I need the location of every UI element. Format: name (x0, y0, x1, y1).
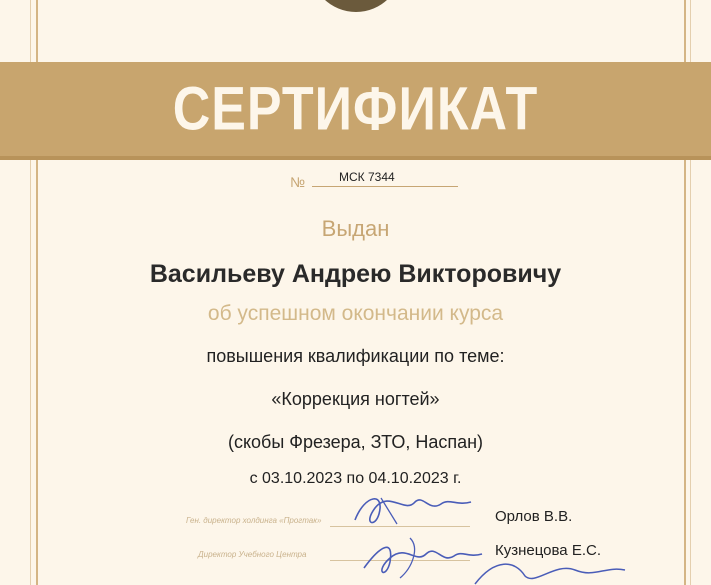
title-band-edge (0, 156, 711, 160)
emblem-top (310, 0, 402, 12)
signatory-role-2: Директор Учебного Центра (198, 550, 307, 559)
certificate-number: МСК 7344 (339, 170, 395, 184)
course-details: (скобы Фрезера, ЗТО, Наспан) (227, 432, 484, 452)
number-underline (312, 186, 458, 187)
signatory-name-2: Кузнецова Е.С. (495, 542, 601, 559)
signatory-role-1: Ген. директор холдинга «Прогтак» (186, 516, 322, 525)
topic-intro: повышения квалификации по теме: (206, 346, 505, 366)
issued-label: Выдан (321, 216, 390, 241)
course-dates: с 03.10.2023 по 04.10.2023 г. (249, 470, 462, 487)
number-label: № (290, 174, 306, 190)
recipient-name: Васильеву Андрею Викторовичу (149, 260, 562, 288)
course-topic: «Коррекция ногтей» (271, 389, 440, 409)
signature-mark-1 (345, 484, 485, 534)
certificate-title: СЕРТИФИКАТ (172, 75, 539, 144)
signatory-name-1: Орлов В.В. (495, 508, 573, 525)
completion-text: об успешном окончании курса (207, 302, 504, 325)
signature-mark-3 (465, 556, 635, 585)
